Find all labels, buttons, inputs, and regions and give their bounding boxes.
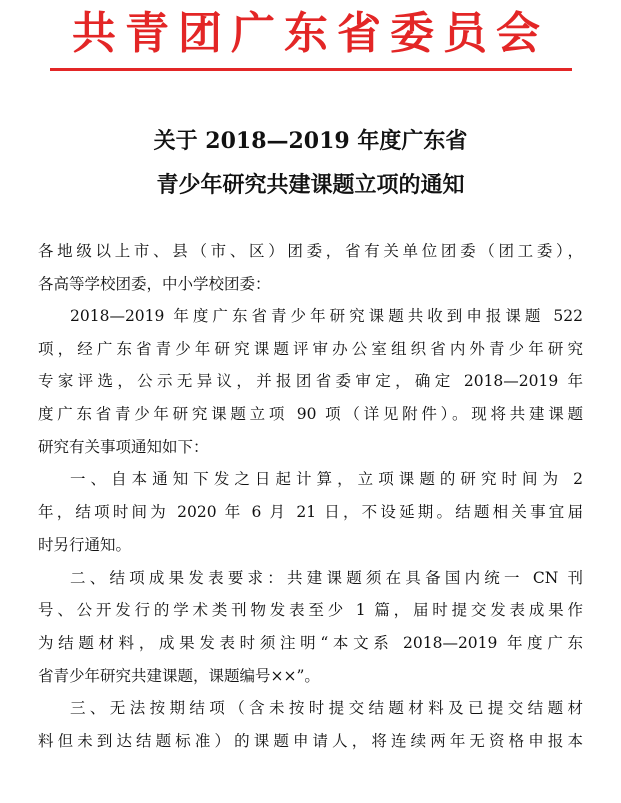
body-content — [38, 300, 583, 758]
paragraph-item-1 — [38, 463, 583, 561]
paragraph-item-2 — [38, 562, 583, 693]
paragraph-line: 专家评选，公示无异议，并报团省委审定，确定 2018—2019 年 — [38, 372, 583, 391]
paragraph-line: 项，经广东省青少年研究课题评审办公室组织省内外青少年研究 — [38, 339, 583, 358]
paragraph-line: 一、自本通知下发之日起计算，立项课题的研究时间为 2 — [70, 470, 583, 489]
paragraph-line: 省青少年研究共建课题，课题编号××”。 — [38, 666, 320, 685]
document-title-line-2: 青少年研究共建课题立项的通知 — [156, 172, 465, 198]
paragraph-intro — [38, 300, 583, 463]
paragraph-line: 号、公开发行的学术类刊物发表至少 1 篇，届时提交发表成果作 — [38, 601, 583, 620]
paragraph-line: 度广东省青少年研究课题立项 90 项（详见附件）。现将共建课题 — [38, 405, 583, 424]
addressee-line: 各高等学校团委，中小学校团委： — [38, 274, 271, 293]
document-title-line-1: 关于 2018—2019 年度广东省 — [153, 128, 468, 154]
letterhead-org-name: 共青团广东省委员会 — [72, 8, 549, 59]
addressee-line: 各地级以上市、县（市、区）团委，省有关单位团委（团工委）， — [38, 242, 583, 260]
paragraph-line: 年，结项时间为 2020 年 6 月 21 日，不设延期。结题相关事宜届 — [38, 503, 583, 522]
paragraph-line: 三、无法按期结项（含未按时提交结题材料及已提交结题材 — [70, 699, 583, 718]
paragraph-item-3 — [38, 692, 583, 757]
letterhead-red-rule — [50, 68, 572, 71]
paragraph-line: 为结题材料，成果发表时须注明“本文系 2018—2019 年度广东 — [38, 633, 583, 652]
paragraph-line: 二、结项成果发表要求：共建课题须在具备国内统一 CN 刊 — [70, 568, 583, 587]
paragraph-line: 2018—2019 年度广东省青少年研究课题共收到申报课题 522 — [70, 307, 583, 325]
paragraph-line: 料但未到达结题标准）的课题申请人，将连续两年无资格申报本 — [38, 731, 583, 750]
paragraph-line: 时另行通知。 — [38, 535, 132, 554]
addressee-block — [38, 235, 583, 300]
paragraph-line: 研究有关事项通知如下： — [38, 437, 209, 456]
